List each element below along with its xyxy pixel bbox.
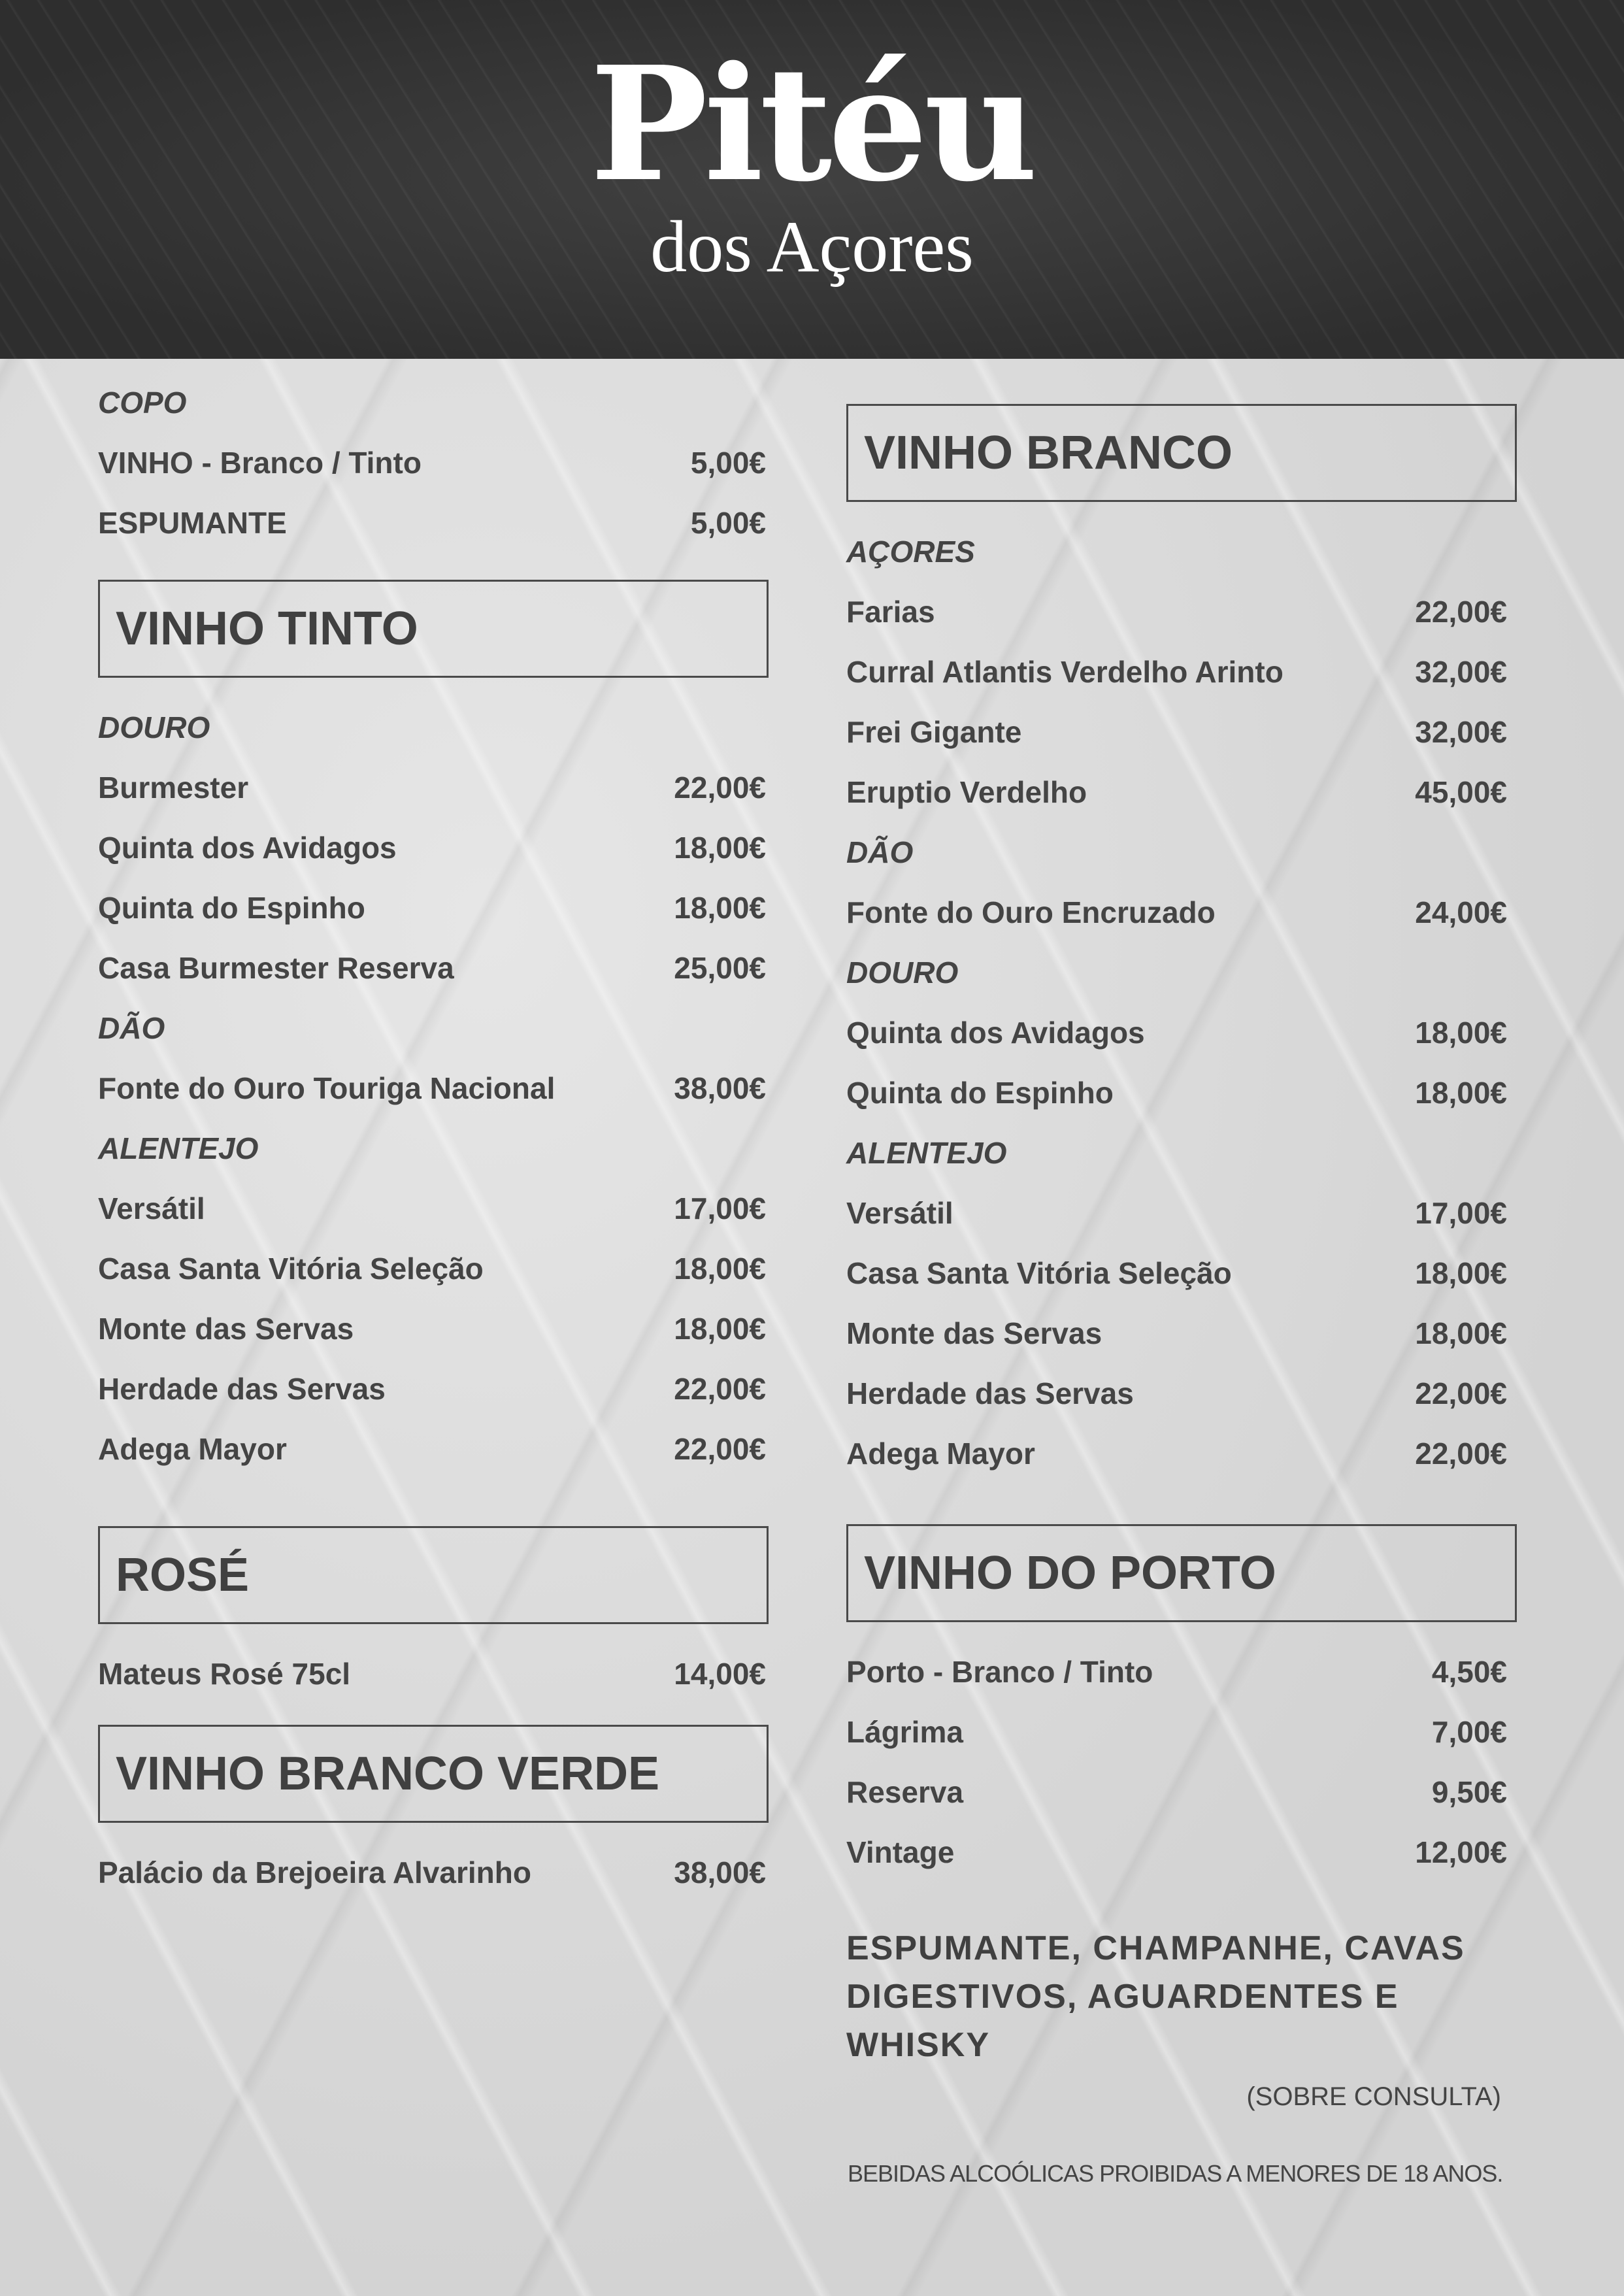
- section-title: VINHO BRANCO: [864, 427, 1233, 479]
- item-price: 18,00€: [674, 1312, 766, 1346]
- item-name: Burmester: [98, 771, 249, 805]
- menu-item: [846, 1762, 1507, 1822]
- item-name: Casa Burmester Reserva: [98, 951, 454, 985]
- section-header-vinho-do-porto: [846, 1524, 1517, 1622]
- item-name: Monte das Servas: [98, 1312, 354, 1346]
- item-name: VINHO - Branco / Tinto: [98, 446, 422, 480]
- menu-item: [846, 642, 1507, 702]
- item-price: 32,00€: [1415, 655, 1507, 689]
- item-price: 45,00€: [1415, 775, 1507, 809]
- menu-item: [98, 878, 766, 938]
- item-name: Fonte do Ouro Encruzado: [846, 895, 1216, 929]
- item-name: Curral Atlantis Verdelho Arinto: [846, 655, 1284, 689]
- menu-item: [846, 1003, 1507, 1063]
- item-name: Monte das Servas: [846, 1316, 1102, 1350]
- item-name: Lágrima: [846, 1715, 963, 1749]
- menu-item: [98, 433, 766, 493]
- item-price: 18,00€: [674, 1252, 766, 1286]
- item-name: ESPUMANTE: [98, 506, 287, 540]
- menu-item: [98, 1239, 766, 1299]
- menu-item: [846, 1822, 1507, 1882]
- menu-item: [98, 1178, 766, 1239]
- item-price: 22,00€: [1415, 1437, 1507, 1471]
- item-name: Quinta do Espinho: [846, 1076, 1114, 1110]
- region-subheading: ALENTEJO: [98, 1131, 259, 1165]
- region-subheading: COPO: [98, 386, 187, 420]
- legal-notice: BEBIDAS ALCOÓLICAS PROIBIDAS A MENORES DE 18 ANOS.: [848, 2160, 1503, 2187]
- item-price: 22,00€: [1415, 1376, 1507, 1410]
- menu-item: [846, 1063, 1507, 1123]
- extras-line: DIGESTIVOS, AGUARDENTES E WHISKY: [846, 1978, 1399, 2064]
- menu-item: [98, 818, 766, 878]
- menu-item: [98, 938, 766, 998]
- item-name: Adega Mayor: [98, 1432, 287, 1466]
- item-price: 18,00€: [1415, 1256, 1507, 1290]
- item-price: 22,00€: [1415, 595, 1507, 629]
- item-name: Herdade das Servas: [98, 1372, 386, 1406]
- menu-item: [98, 757, 766, 818]
- menu-item: [98, 493, 766, 553]
- menu-item: [846, 762, 1507, 822]
- item-name: Mateus Rosé 75cl: [98, 1657, 351, 1691]
- item-price: 17,00€: [1415, 1196, 1507, 1230]
- region-subheading: DÃO: [98, 1011, 165, 1045]
- item-price: 18,00€: [674, 891, 766, 925]
- item-name: Versátil: [846, 1196, 953, 1230]
- item-price: 24,00€: [1415, 895, 1507, 929]
- menu-item: [846, 1702, 1507, 1762]
- menu-item: [846, 1642, 1507, 1702]
- item-price: 38,00€: [674, 1071, 766, 1105]
- section-title: VINHO DO PORTO: [864, 1547, 1276, 1599]
- item-price: 18,00€: [1415, 1076, 1507, 1110]
- region-subheading: DOURO: [846, 956, 959, 990]
- extras-line: ESPUMANTE, CHAMPANHE, CAVAS: [846, 1929, 1465, 1967]
- region-subheading: DOURO: [98, 710, 210, 744]
- menu-item: [846, 1303, 1507, 1363]
- item-name: Vintage: [846, 1835, 955, 1869]
- item-name: Porto - Branco / Tinto: [846, 1655, 1153, 1689]
- item-name: Farias: [846, 595, 935, 629]
- item-name: Casa Santa Vitória Seleção: [846, 1256, 1232, 1290]
- section-header-rose: [98, 1526, 769, 1624]
- section-header-vinho-branco-verde: [98, 1725, 769, 1823]
- section-header-vinho-branco: [846, 404, 1517, 502]
- right-column: [846, 404, 1517, 2116]
- section-title: ROSÉ: [116, 1549, 250, 1601]
- menu-item: [846, 1183, 1507, 1243]
- item-price: 17,00€: [674, 1191, 766, 1225]
- item-price: 25,00€: [674, 951, 766, 985]
- menu-item: [846, 1363, 1507, 1423]
- item-price: 38,00€: [674, 1855, 766, 1889]
- item-price: 22,00€: [674, 1372, 766, 1406]
- region-subheading: DÃO: [846, 835, 914, 869]
- region-subheading: ALENTEJO: [846, 1136, 1007, 1170]
- section-title: VINHO TINTO: [116, 603, 418, 655]
- item-price: 32,00€: [1415, 715, 1507, 749]
- item-price: 7,00€: [1431, 1715, 1507, 1749]
- item-price: 22,00€: [674, 771, 766, 805]
- menu-item: [846, 882, 1507, 942]
- item-price: 5,00€: [690, 446, 766, 480]
- menu-item: [98, 1359, 766, 1419]
- consult-note: (SOBRE CONSULTA): [1246, 2082, 1501, 2111]
- item-price: 5,00€: [690, 506, 766, 540]
- section-title: VINHO BRANCO VERDE: [116, 1748, 660, 1800]
- menu-item: [846, 702, 1507, 762]
- region-subheading: AÇORES: [846, 535, 975, 569]
- item-name: Adega Mayor: [846, 1437, 1035, 1471]
- item-price: 4,50€: [1431, 1655, 1507, 1689]
- item-price: 18,00€: [1415, 1016, 1507, 1050]
- logo-title: Pitéu: [589, 32, 1035, 216]
- menu-item: [846, 1423, 1507, 1484]
- item-name: Versátil: [98, 1191, 205, 1225]
- item-price: 14,00€: [674, 1657, 766, 1691]
- item-name: Fonte do Ouro Touriga Nacional: [98, 1071, 555, 1105]
- menu-item: [846, 582, 1507, 642]
- menu-item: [98, 1299, 766, 1359]
- item-name: Quinta dos Avidagos: [846, 1016, 1145, 1050]
- item-price: 18,00€: [674, 831, 766, 865]
- section-header-vinho-tinto: [98, 580, 769, 678]
- item-name: Herdade das Servas: [846, 1376, 1134, 1410]
- item-price: 9,50€: [1431, 1775, 1507, 1809]
- item-name: Reserva: [846, 1775, 964, 1809]
- item-name: Frei Gigante: [846, 715, 1022, 749]
- item-name: Casa Santa Vitória Seleção: [98, 1252, 484, 1286]
- menu-item: [98, 1644, 766, 1704]
- menu-item: [846, 1243, 1507, 1303]
- menu-item: [98, 1419, 766, 1479]
- item-price: 18,00€: [1415, 1316, 1507, 1350]
- menu-item: [98, 1842, 766, 1903]
- header-banner: [0, 0, 1624, 359]
- menu-item: [98, 1058, 766, 1118]
- left-column: [98, 373, 769, 1903]
- item-price: 12,00€: [1415, 1835, 1507, 1869]
- item-price: 22,00€: [674, 1432, 766, 1466]
- item-name: Quinta dos Avidagos: [98, 831, 397, 865]
- item-name: Quinta do Espinho: [98, 891, 365, 925]
- logo-subtitle: dos Açores: [650, 207, 974, 288]
- item-name: Eruptio Verdelho: [846, 775, 1087, 809]
- extras-block: [846, 1924, 1517, 2116]
- item-name: Palácio da Brejoeira Alvarinho: [98, 1855, 531, 1889]
